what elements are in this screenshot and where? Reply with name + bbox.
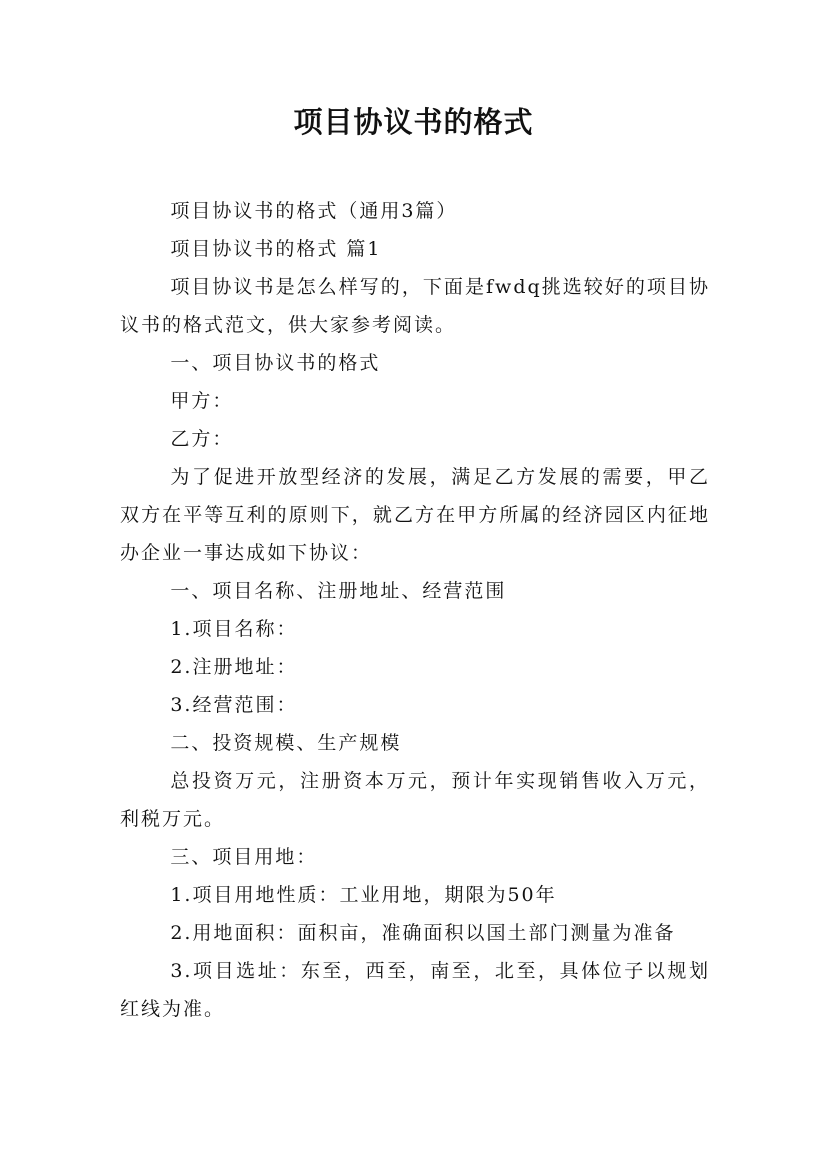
paragraph: 乙方： bbox=[170, 428, 234, 450]
paragraph: 3.项目选址：东至，西至，南至，北至，具体位子以规划红线为准。 bbox=[120, 960, 710, 1020]
paragraph: 1.项目用地性质：工业用地，期限为50年 bbox=[170, 884, 557, 906]
paragraph: 2.注册地址： bbox=[170, 656, 298, 678]
paragraph: 一、项目名称、注册地址、经营范围 bbox=[170, 580, 507, 602]
paragraph: 2.用地面积：面积亩，准确面积以国土部门测量为准备 bbox=[170, 922, 676, 944]
paragraph: 总投资万元，注册资本万元，预计年实现销售收入万元，利税万元。 bbox=[120, 770, 710, 830]
paragraph: 项目协议书是怎么样写的，下面是fwdq挑选较好的项目协议书的格式范文，供大家参考阅读。 bbox=[120, 276, 710, 336]
paragraph: 项目协议书的格式（通用3篇） bbox=[170, 200, 458, 222]
document-body bbox=[120, 192, 710, 1028]
paragraph: 项目协议书的格式 篇1 bbox=[170, 238, 382, 260]
paragraph: 为了促进开放型经济的发展，满足乙方发展的需要，甲乙双方在平等互利的原则下，就乙方在甲方所属的经济园区内征地办企业一事达成如下协议： bbox=[120, 466, 710, 564]
document-title: 项目协议书的格式 bbox=[293, 105, 534, 139]
paragraph: 甲方： bbox=[170, 390, 234, 412]
paragraph: 三、项目用地： bbox=[170, 846, 318, 868]
paragraph: 一、项目协议书的格式 bbox=[170, 352, 381, 374]
paragraph: 3.经营范围： bbox=[170, 694, 298, 716]
paragraph: 1.项目名称： bbox=[170, 618, 298, 640]
paragraph: 二、投资规模、生产规模 bbox=[170, 732, 402, 754]
